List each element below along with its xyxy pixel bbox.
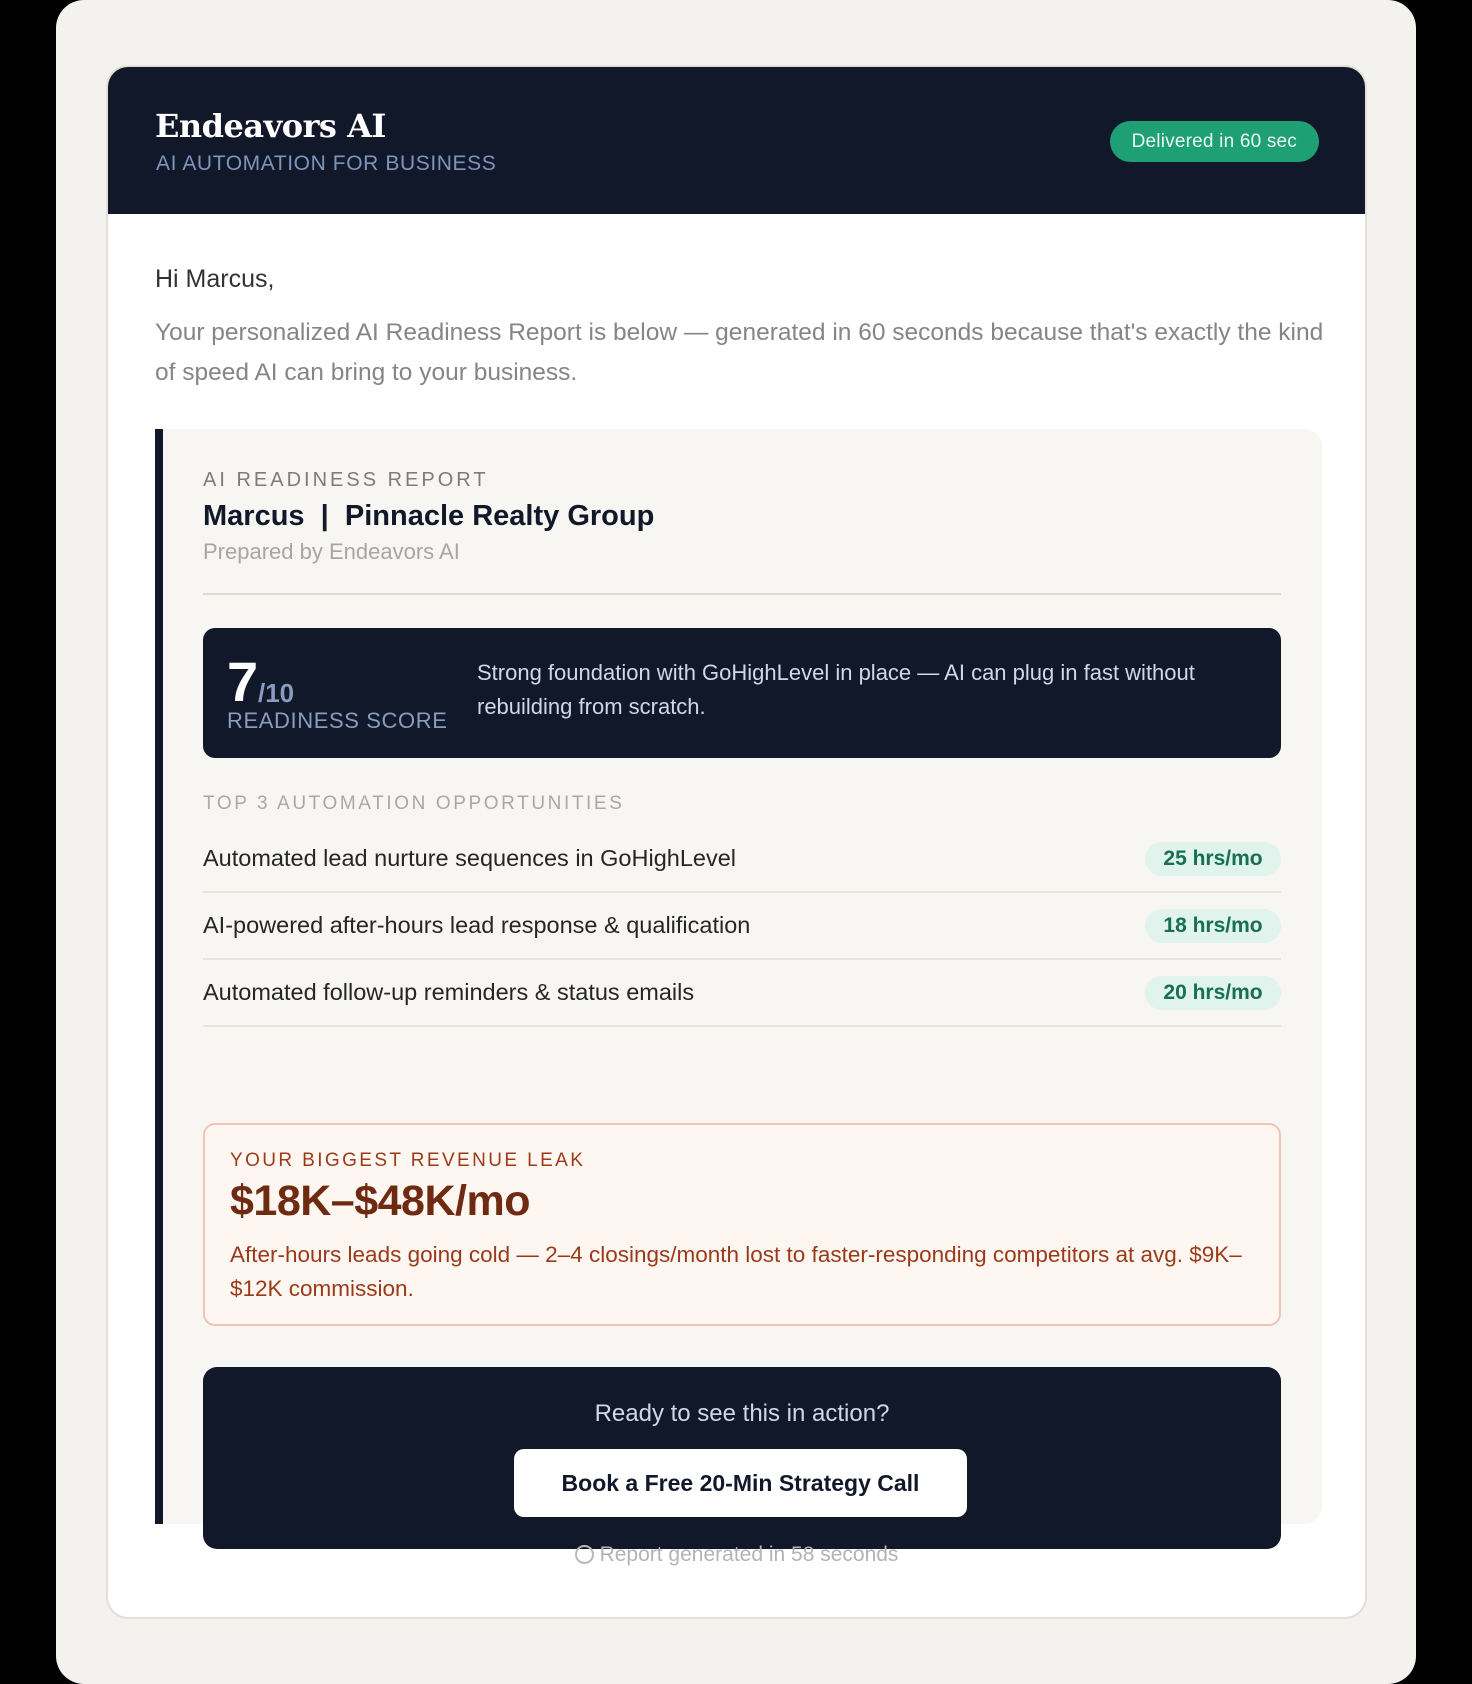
footer-text: Report generated in 58 seconds — [599, 1543, 899, 1566]
score-value: 7 — [227, 650, 259, 713]
hours-saved-badge: 25 hrs/mo — [1145, 842, 1281, 876]
delivered-badge: Delivered in 60 sec — [1110, 121, 1319, 162]
brand-title: Endeavors AI — [155, 107, 386, 145]
opportunity-row — [203, 960, 1281, 1027]
score-label: READINESS SCORE — [227, 708, 448, 733]
greeting: Hi Marcus, — [155, 265, 275, 293]
opportunities-list — [203, 826, 1281, 1027]
opportunity-row — [203, 893, 1281, 960]
book-strategy-call-button[interactable]: Book a Free 20-Min Strategy Call — [514, 1449, 967, 1517]
hours-saved-badge: 20 hrs/mo — [1145, 976, 1281, 1010]
circle-icon — [575, 1545, 594, 1564]
report-prepared-by: Prepared by Endeavors AI — [203, 539, 460, 564]
cta-prompt: Ready to see this in action? — [594, 1400, 890, 1427]
cta-card — [203, 1367, 1281, 1549]
hours-saved-badge: 18 hrs/mo — [1145, 909, 1281, 943]
report-divider — [203, 593, 1281, 595]
revenue-leak-card — [203, 1123, 1281, 1326]
opportunity-label: Automated lead nurture sequences in GoHighLevel — [203, 845, 737, 871]
opportunity-label: AI-powered after-hours lead response & qualification — [203, 912, 751, 938]
opportunities-heading: TOP 3 AUTOMATION OPPORTUNITIES — [203, 793, 625, 814]
readiness-score-card — [203, 628, 1281, 758]
brand-subtitle: AI AUTOMATION FOR BUSINESS — [156, 152, 497, 175]
report-recipient: Marcus | Pinnacle Realty Group — [203, 500, 655, 532]
report-kicker: AI READINESS REPORT — [203, 469, 489, 491]
readiness-report — [155, 429, 1322, 1524]
opportunity-row — [203, 826, 1281, 893]
opportunity-label: Automated follow-up reminders & status emails — [203, 979, 695, 1005]
leak-amount: $18K–$48K/mo — [230, 1177, 530, 1225]
email-header — [108, 67, 1365, 214]
email-frame — [56, 0, 1416, 1684]
intro-paragraph: Your personalized AI Readiness Report is below — generated in 60 seconds because that's exactly the kind of speed AI can bring to your business. — [155, 319, 1324, 386]
leak-kicker: YOUR BIGGEST REVENUE LEAK — [230, 1150, 586, 1171]
email-card — [106, 65, 1367, 1619]
report-footer — [108, 1543, 1365, 1567]
leak-description: After-hours leads going cold — 2–4 closings/month lost to faster-responding competitors at avg. $9K–$12K commission. — [230, 1242, 1242, 1301]
score-out-of: /10 — [258, 678, 295, 708]
score-description: Strong foundation with GoHighLevel in place — AI can plug in fast without rebuilding from scratch. — [477, 660, 1195, 719]
